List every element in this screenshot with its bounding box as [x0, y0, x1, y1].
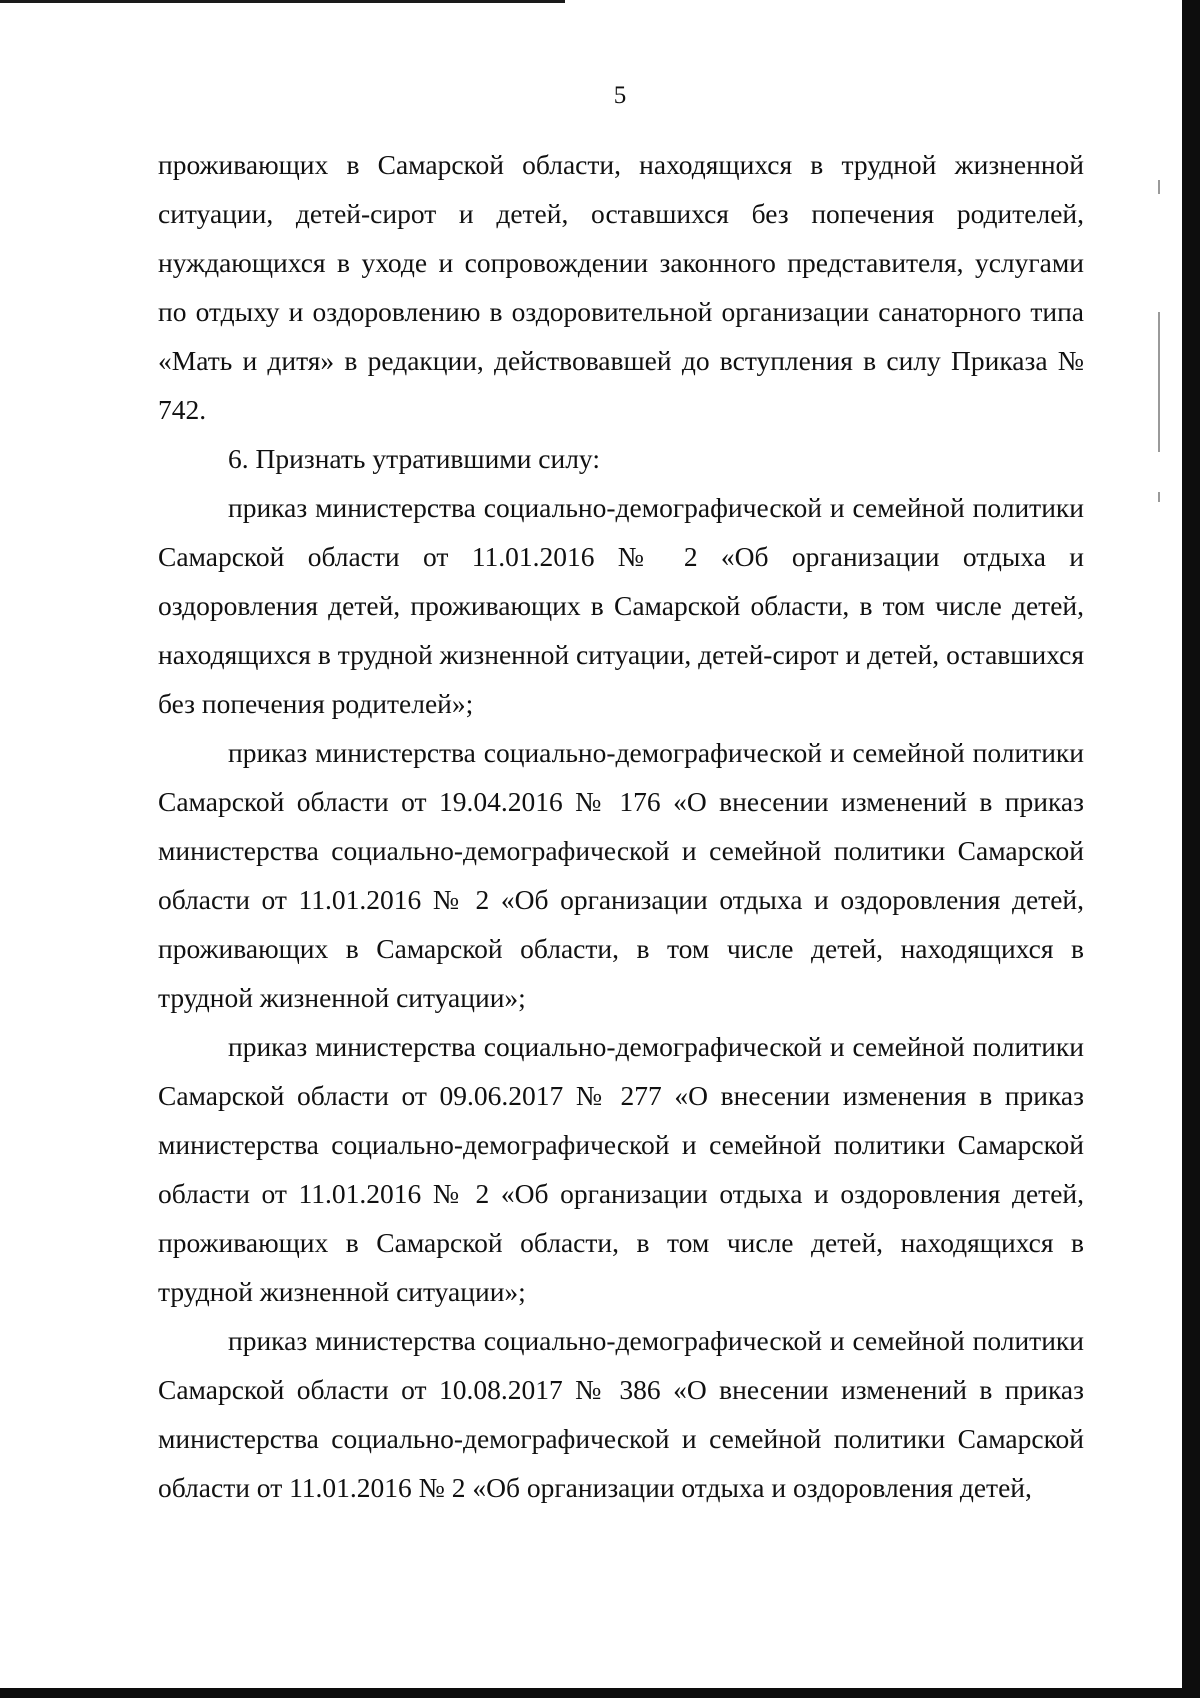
paragraph-continuation: проживающих в Самарской области, находящихся в трудной жизненной ситуации, детей-сирот и детей, оставшихся без попечения родителей, нуждающихся в уходе и сопровождении законного представителя, услугами по отдыху и оздоровлению в оздоровительной организации санаторного типа «Мать и дитя» в редакции, действовавшей до вступления в силу Приказа № 742. — [158, 149, 1084, 425]
scan-mark — [1158, 312, 1160, 452]
page-number: 5 — [613, 82, 627, 109]
paragraph-item-6: 6. Признать утратившими силу: — [228, 443, 600, 474]
paragraph-order-277: приказ министерства социально-демографической и семейной политики Самарской области от 09.06.2017 № 277 «О внесении изменения в приказ министерства социально-демографической и семейной политики Самарской области от 11.01.2016 № 2 «Об организации отдыха и оздоровления детей, проживающих в Самарской области, в том числе детей, находящихся в трудной жизненной ситуации»; — [158, 1031, 1084, 1307]
scan-edge-right — [1176, 0, 1200, 1698]
scan-mark — [1158, 180, 1160, 194]
scan-edge-top — [0, 0, 565, 3]
scan-edge-bottom — [0, 1688, 1200, 1698]
scan-mark — [1158, 492, 1160, 502]
paragraph-order-2: приказ министерства социально-демографической и семейной политики Самарской области от 11.01.2016 № 2 «Об организации отдыха и оздоровления детей, проживающих в Самарской области, в том числе детей, находящихся в трудной жизненной ситуации, детей-сирот и детей, оставшихся без попечения родителей»; — [158, 492, 1084, 719]
paragraph-order-386: приказ министерства социально-демографической и семейной политики Самарской области от 10.08.2017 № 386 «О внесении изменений в приказ министерства социально-демографической и семейной политики Самарской области от 11.01.2016 № 2 «Об организации отдыха и оздоровления детей, — [158, 1325, 1084, 1503]
paragraph-order-176: приказ министерства социально-демографической и семейной политики Самарской области от 19.04.2016 № 176 «О внесении изменений в приказ министерства социально-демографической и семейной политики Самарской области от 11.01.2016 № 2 «Об организации отдыха и оздоровления детей, проживающих в Самарской области, в том числе детей, находящихся в трудной жизненной ситуации»; — [158, 737, 1084, 1013]
document-body — [158, 140, 1084, 1512]
